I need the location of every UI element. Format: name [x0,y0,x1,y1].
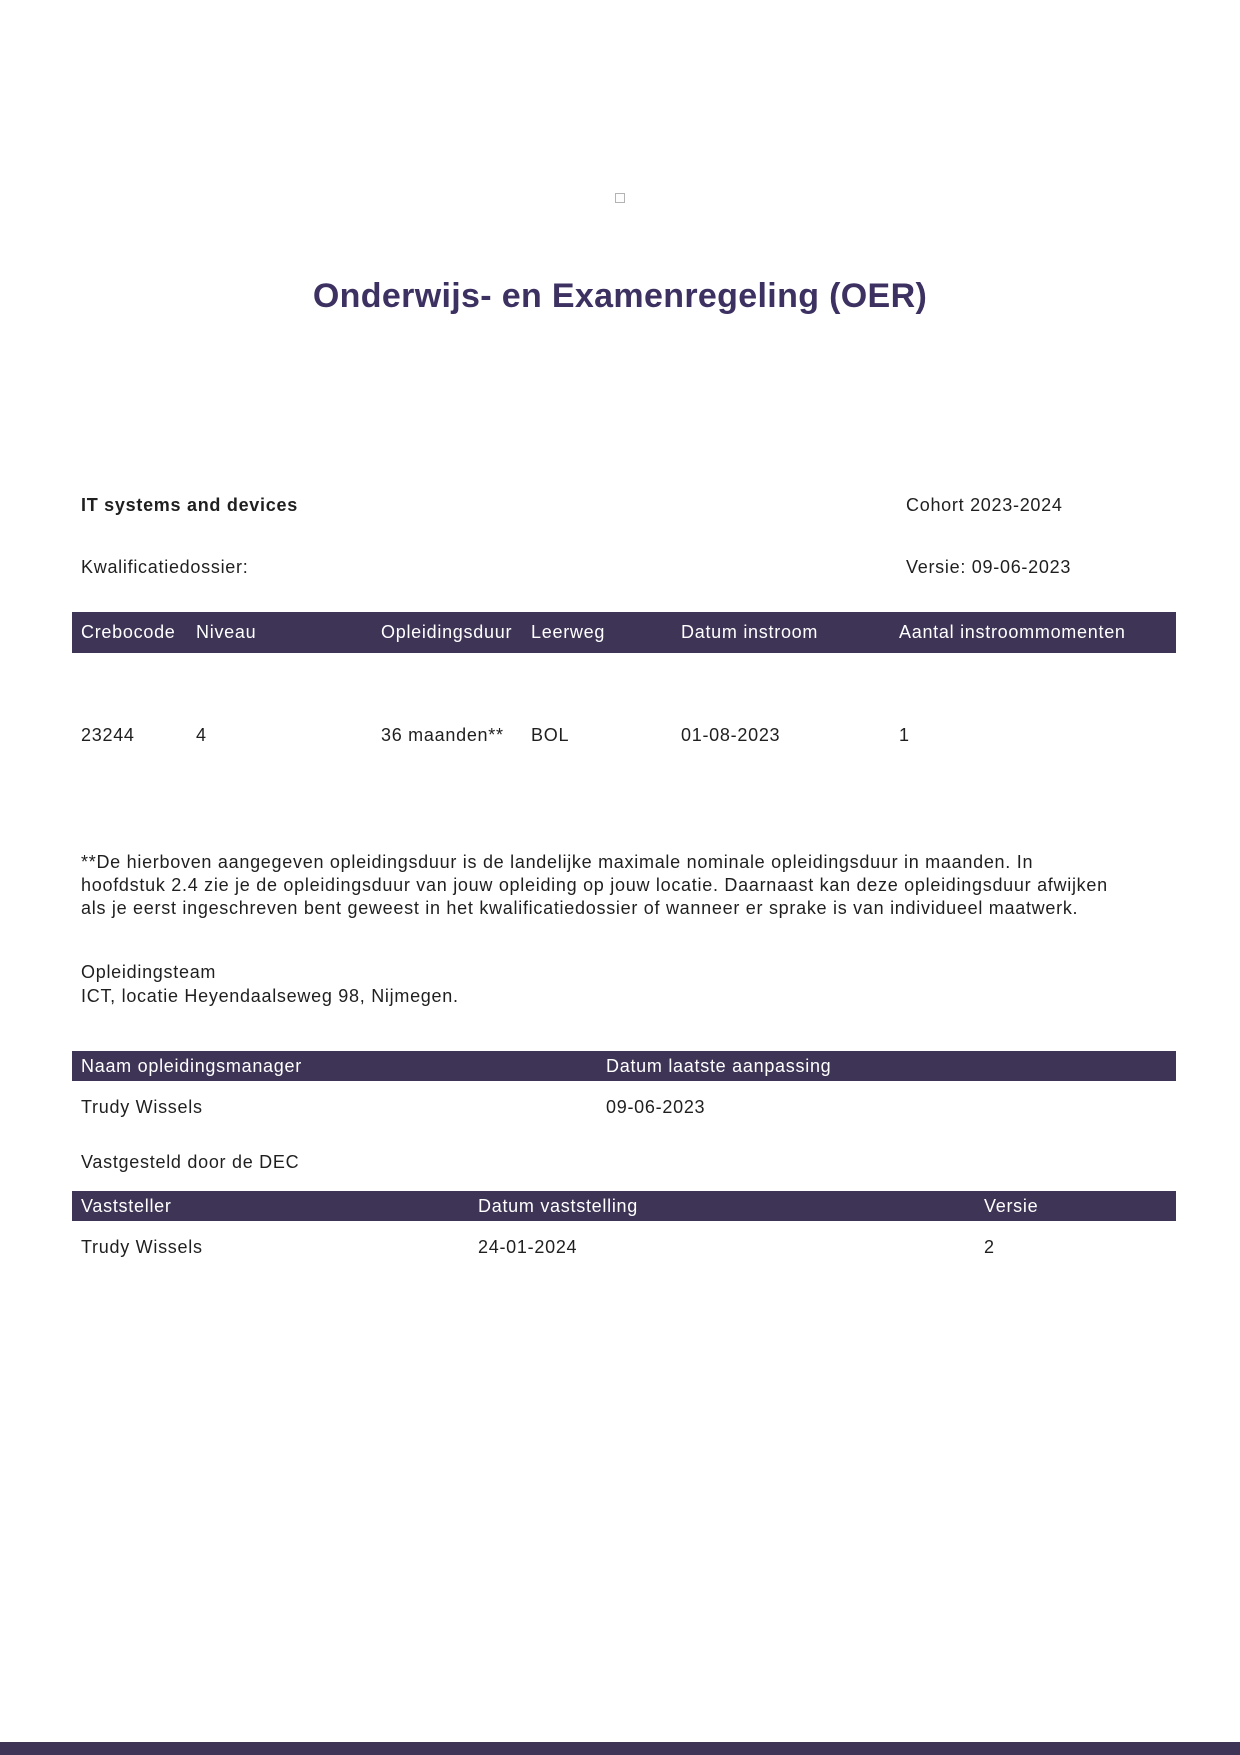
manager-name-value: Trudy Wissels [81,1097,203,1117]
versie-value: 2 [984,1237,995,1257]
datum-vaststelling-value: 24-01-2024 [478,1237,578,1257]
footnote-line: **De hierboven aangegeven opleidingsduur is de landelijke maximale nominale opleidingsduur in maanden. In [81,852,1034,872]
vaststeller-value: Trudy Wissels [81,1237,203,1257]
footnote-line: hoofdstuk 2.4 zie je de opleidingsduur van jouw opleiding op jouw locatie. Daarnaast kan deze opleidingsduur afwijken [81,875,1108,895]
column-header: Leerweg [531,622,606,642]
footer-bar [0,1742,1240,1755]
opleidingsteam-block [81,960,459,1008]
manager-table-header [72,1051,1176,1081]
column-header: Niveau [196,622,257,642]
leerweg-value: BOL [531,725,570,745]
kwalificatiedossier-line [81,556,1168,578]
column-header: Datum laatste aanpassing [606,1055,832,1076]
crebocode-value: 23244 [81,725,135,745]
footnote-line: als je eerst ingeschreven bent geweest in het kwalificatiedossier of wanneer er sprake is van individueel maatwerk. [81,898,1079,918]
laatste-aanpassing-value: 09-06-2023 [606,1097,706,1117]
column-header: Opleidingsduur [381,622,513,642]
niveau-value: 4 [196,725,207,745]
vaststelling-table-header [72,1191,1176,1221]
vaststelling-table-row [72,1236,1176,1258]
program-table-header [72,612,1176,653]
column-header: Naam opleidingsmanager [81,1055,302,1076]
column-header: Crebocode [81,622,176,642]
program-cohort-line [81,494,1168,516]
page-title: Onderwijs- en Examenregeling (OER) [312,276,928,315]
opleidingsduur-value: 36 maanden** [381,725,504,745]
program-table-row [72,724,1176,746]
opleidingsduur-footnote [81,851,1181,920]
vastgesteld-label: Vastgesteld door de DEC [81,1152,300,1172]
column-header: Datum vaststelling [478,1195,639,1216]
column-header: Vaststeller [81,1195,172,1216]
missing-image-placeholder-icon [615,193,625,203]
instroommomenten-value: 1 [899,725,910,745]
manager-table-row [72,1096,1176,1118]
column-header: Datum instroom [681,622,819,642]
column-header: Aantal instroommomenten [899,622,1126,642]
opleidingsteam-label: Opleidingsteam [81,962,217,982]
program-name: IT systems and devices [81,495,298,515]
kwalificatiedossier-label: Kwalificatiedossier: [81,557,249,577]
column-header: Versie [984,1195,1039,1216]
versie-label: Versie: 09-06-2023 [906,557,1072,577]
opleidingsteam-location: ICT, locatie Heyendaalseweg 98, Nijmegen. [81,986,459,1006]
datum-instroom-value: 01-08-2023 [681,725,781,745]
cohort-label: Cohort 2023-2024 [906,495,1063,515]
